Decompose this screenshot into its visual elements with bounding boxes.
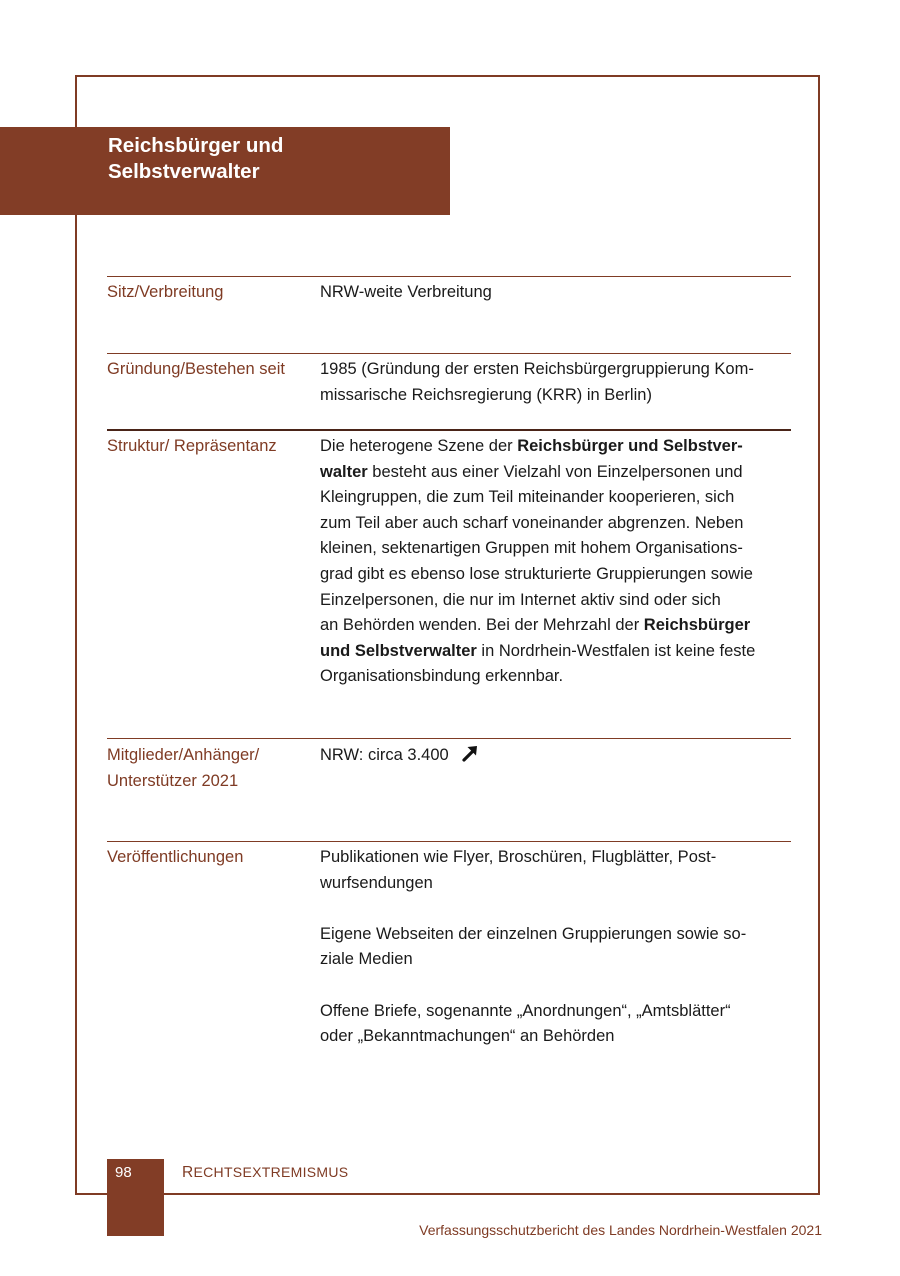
value-gruendung — [320, 357, 792, 408]
struktur-line-8 — [320, 613, 792, 639]
struktur-text: an Behörden wenden. Bei der Mehrzahl der — [320, 616, 644, 635]
value-gruendung-line2: missarische Reichsregierung (KRR) in Berlin) — [320, 385, 652, 404]
struktur-line-7: Einzelpersonen, die nur im Internet aktiv sind oder sich — [320, 590, 721, 609]
struktur-text: Die heterogene Szene der — [320, 437, 518, 455]
publication-line: Offene Briefe, sogenannte „Anordnungen“, „Amtsblätter“ — [320, 1001, 731, 1020]
struktur-text: besteht aus einer Vielzahl von Einzelpersonen und — [367, 462, 743, 481]
publication-paragraph-1 — [320, 845, 792, 896]
struktur-line-4: zum Teil aber auch scharf voneinander abgrenzen. Neben — [320, 513, 744, 532]
arrow-up-right-icon — [461, 744, 479, 764]
row-divider-sitz — [107, 276, 791, 277]
value-sitz: NRW-weite Verbreitung — [320, 283, 492, 301]
label-struktur: Struktur/ Repräsentanz — [107, 437, 277, 455]
label-mitglieder — [107, 743, 312, 794]
publication-line: Eigene Webseiten der einzelnen Gruppierungen sowie so- — [320, 924, 747, 943]
struktur-bold-term: Reichsbürger — [643, 616, 751, 635]
label-veroeffentlichungen: Veröffentlichungen — [107, 848, 244, 866]
struktur-bold-term: Reichsbürger und Selbstver- — [517, 437, 743, 455]
page-title — [108, 133, 438, 185]
section-name — [182, 1164, 348, 1182]
member-count: NRW: circa 3.400 — [320, 746, 449, 764]
page-number: 98 — [115, 1164, 132, 1181]
label-gruendung: Gründung/Bestehen seit — [107, 360, 285, 378]
label-mitglieder-line1: Mitglieder/Anhänger/ — [107, 746, 260, 764]
value-struktur — [320, 434, 792, 690]
row-divider-struktur — [107, 429, 791, 431]
row-divider-gruendung — [107, 353, 791, 354]
row-divider-mitglieder — [107, 738, 791, 739]
publication-line: oder „Bekanntmachungen“ an Behörden — [320, 1027, 615, 1046]
publication-paragraph-2 — [320, 922, 792, 973]
report-title: Verfassungsschutzbericht des Landes Nordrhein-Westfalen 2021 — [419, 1222, 822, 1238]
value-veroeffentlichungen — [320, 845, 792, 1050]
page-title-line2: Selbstverwalter — [108, 160, 260, 183]
publication-line: ziale Medien — [320, 950, 413, 969]
label-sitz: Sitz/Verbreitung — [107, 283, 224, 301]
page-title-line1: Reichsbürger und — [108, 134, 284, 157]
value-mitglieder — [320, 743, 792, 769]
struktur-line-10: Organisationsbindung erkennbar. — [320, 667, 564, 686]
struktur-line-2 — [320, 460, 792, 486]
value-gruendung-line1: 1985 (Gründung der ersten Reichsbürgergruppierung Kom- — [320, 360, 754, 378]
struktur-text: in Nordrhein-Westfalen ist keine feste — [476, 641, 756, 660]
row-divider-veroeffentlichungen — [107, 841, 791, 842]
struktur-bold-term: und Selbstverwalter — [320, 641, 477, 660]
publication-paragraph-3 — [320, 999, 792, 1050]
label-mitglieder-line2: Unterstützer 2021 — [107, 771, 239, 790]
publication-line: Publikationen wie Flyer, Broschüren, Flugblätter, Post- — [320, 848, 717, 866]
struktur-line-3: Kleingruppen, die zum Teil miteinander kooperieren, sich — [320, 488, 735, 507]
struktur-bold-term: walter — [320, 462, 368, 481]
struktur-line-9 — [320, 639, 792, 665]
struktur-line-6: grad gibt es ebenso lose strukturierte Gruppierungen sowie — [320, 564, 753, 583]
struktur-line-5: kleinen, sektenartigen Gruppen mit hohem Organisations- — [320, 539, 743, 558]
section-name-initial: R — [182, 1164, 194, 1181]
struktur-line-1 — [320, 434, 792, 460]
section-name-rest: ECHTSEXTREMISMUS — [193, 1164, 349, 1180]
publication-line: wurfsendungen — [320, 873, 433, 892]
